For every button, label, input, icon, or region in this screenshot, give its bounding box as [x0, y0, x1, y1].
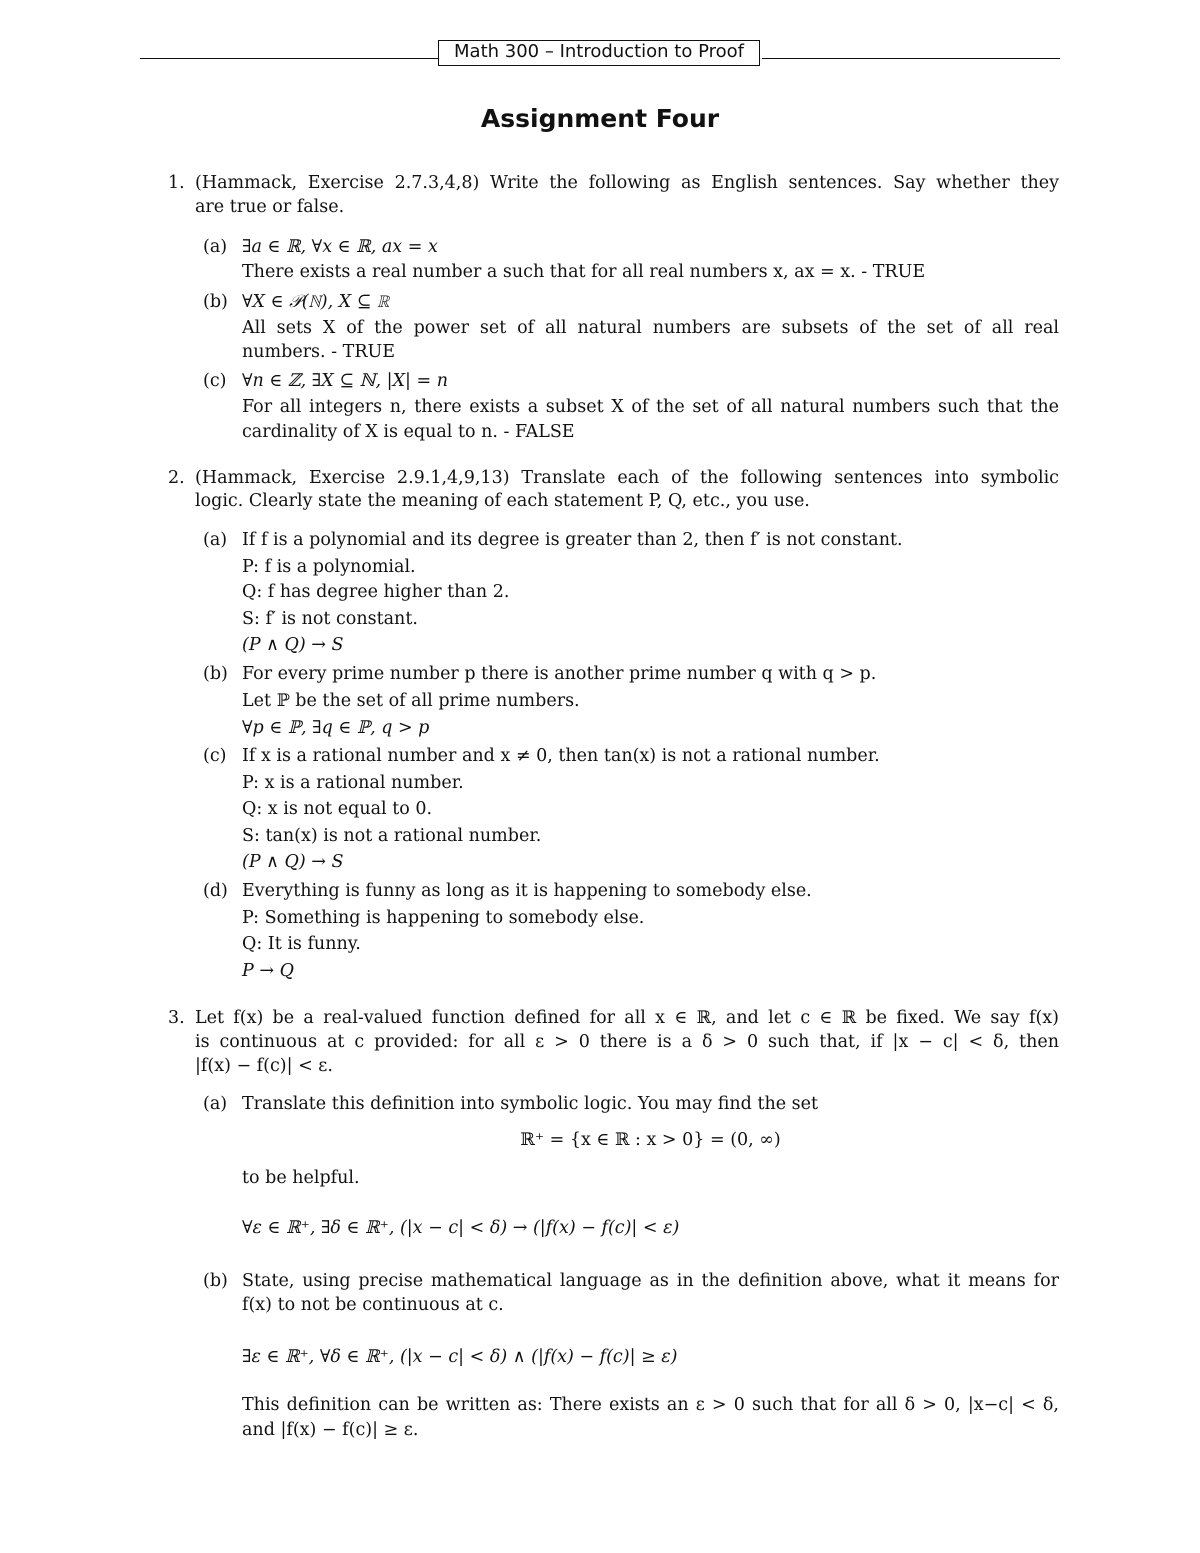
header-rule-right: [762, 58, 1060, 59]
q2b-formula: ∀p ∈ ℙ, ∃q ∈ ℙ, q > p: [242, 718, 430, 738]
q2a-line: S: f′ is not constant.: [242, 609, 418, 629]
q2c-formula: (P ∧ Q) → S: [242, 852, 344, 872]
q2d-line: Q: It is funny.: [242, 934, 361, 954]
q2c-line: Q: x is not equal to 0.: [242, 799, 433, 819]
q1c-answer-line2: cardinality of X is equal to n. - FALSE: [242, 422, 575, 442]
q2d-formula: P → Q: [242, 961, 294, 981]
q2-number: 2.: [168, 468, 185, 488]
q3a-line1: Translate this definition into symbolic logic. You may find the set: [242, 1094, 819, 1114]
q2d-label: (d): [203, 881, 228, 901]
q2a-line: Q: f has degree higher than 2.: [242, 582, 510, 602]
q3-prompt-line2: is continuous at c provided: for all ε > 0 there is a δ > 0 such that, if |x − c| < δ, then: [195, 1032, 1059, 1052]
q3a-answer: ∀ε ∈ ℝ⁺, ∃δ ∈ ℝ⁺, (|x − c| < δ) → (|f(x) − f(c)| < ε): [242, 1218, 680, 1238]
q2d-line: Everything is funny as long as it is happening to somebody else.: [242, 881, 812, 901]
q1b-label: (b): [203, 292, 228, 312]
q2a-formula: (P ∧ Q) → S: [242, 635, 344, 655]
q3b-answer: ∃ε ∈ ℝ⁺, ∀δ ∈ ℝ⁺, (|x − c| < δ) ∧ (|f(x) − f(c)| ≥ ε): [242, 1347, 678, 1367]
q3a-line2: to be helpful.: [242, 1168, 360, 1188]
q1c-answer-line1: For all integers n, there exists a subset X of the set of all natural numbers such that the: [242, 397, 1059, 417]
page-title: Assignment Four: [480, 104, 720, 133]
q2-prompt-line2: logic. Clearly state the meaning of each statement P, Q, etc., you use.: [195, 491, 810, 511]
course-header: Math 300 – Introduction to Proof: [438, 40, 760, 66]
q3-number: 3.: [168, 1008, 185, 1028]
q2c-line: P: x is a rational number.: [242, 773, 464, 793]
q1-number: 1.: [168, 173, 185, 193]
q3-prompt-line1: Let f(x) be a real-valued function defined for all x ∈ ℝ, and let c ∈ ℝ be fixed. We say f(x): [195, 1008, 1059, 1028]
q3b-label: (b): [203, 1271, 228, 1291]
q2c-label: (c): [203, 746, 227, 766]
q1a-label: (a): [203, 237, 228, 257]
q1b-answer-line2: numbers. - TRUE: [242, 342, 396, 362]
q2d-line: P: Something is happening to somebody else.: [242, 908, 645, 928]
q1-prompt-line1: (Hammack, Exercise 2.7.3,4,8) Write the following as English sentences. Say whether they: [195, 173, 1059, 193]
q2c-line: S: tan(x) is not a rational number.: [242, 826, 542, 846]
q3a-display-formula: ℝ⁺ = {x ∈ ℝ : x > 0} = (0, ∞): [520, 1130, 781, 1150]
q1a-answer: There exists a real number a such that for all real numbers x, ax = x. - TRUE: [242, 262, 926, 282]
q2c-line: If x is a rational number and x ≠ 0, then tan(x) is not a rational number.: [242, 746, 880, 766]
q3b-line2: f(x) to not be continuous at c.: [242, 1295, 504, 1315]
header-rule-left: [140, 58, 438, 59]
q2a-line: If f is a polynomial and its degree is greater than 2, then f′ is not constant.: [242, 530, 903, 550]
q1b-formula: ∀X ∈ 𝒫(ℕ), X ⊆ ℝ: [242, 292, 390, 312]
q2b-label: (b): [203, 664, 228, 684]
q3-prompt-line3: |f(x) − f(c)| < ε.: [195, 1056, 333, 1076]
q1-prompt-line2: are true or false.: [195, 197, 345, 217]
q2a-line: P: f is a polynomial.: [242, 557, 416, 577]
q2a-label: (a): [203, 530, 228, 550]
q2-prompt-line1: (Hammack, Exercise 2.9.1,4,9,13) Translate each of the following sentences into symbolic: [195, 468, 1059, 488]
q2b-line: For every prime number p there is another prime number q with q > p.: [242, 664, 877, 684]
q1b-answer-line1: All sets X of the power set of all natural numbers are subsets of the set of all real: [242, 318, 1059, 338]
q3b-line1: State, using precise mathematical language as in the definition above, what it means for: [242, 1271, 1059, 1291]
q1a-formula: ∃a ∈ ℝ, ∀x ∈ ℝ, ax = x: [242, 237, 438, 257]
q1c-formula: ∀n ∈ ℤ, ∃X ⊆ ℕ, |X| = n: [242, 371, 448, 391]
q1c-label: (c): [203, 371, 227, 391]
q2b-line: Let ℙ be the set of all prime numbers.: [242, 691, 580, 711]
q3b-note-line1: This definition can be written as: There exists an ε > 0 such that for all δ > 0, |x−c| < δ,: [242, 1395, 1059, 1415]
q3b-note-line2: and |f(x) − f(c)| ≥ ε.: [242, 1420, 419, 1440]
q3a-label: (a): [203, 1094, 228, 1114]
